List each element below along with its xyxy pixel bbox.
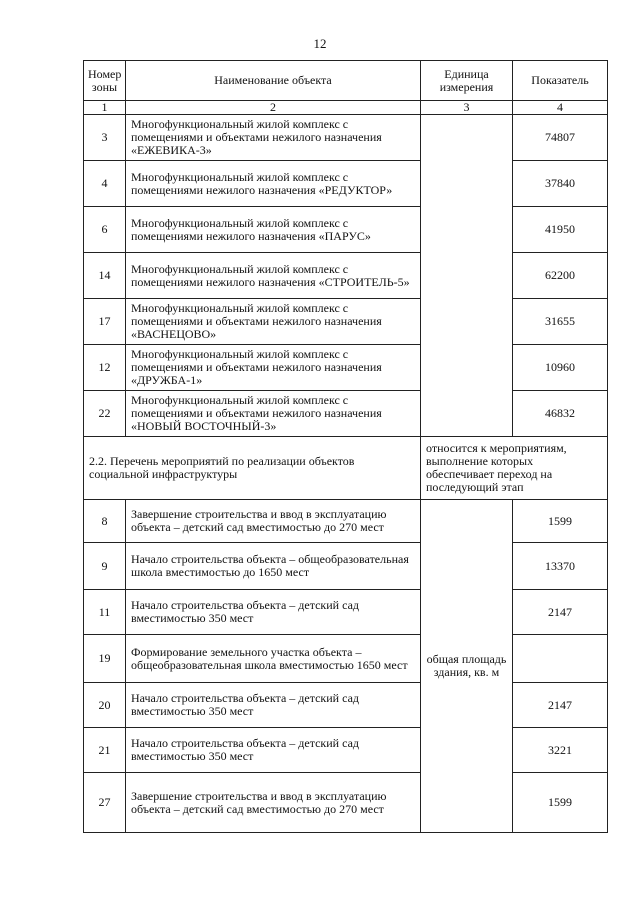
column-number-row: [84, 101, 608, 115]
object-name-cell: Завершение строительства и ввод в эксплуатацию объекта – детский сад вместимостью до 270 мест: [126, 773, 421, 833]
section-title: 2.2. Перечень мероприятий по реализации объектов социальной инфраструктуры: [84, 437, 421, 500]
zone-cell: 3: [84, 115, 126, 161]
zone-cell: 14: [84, 253, 126, 299]
zone-cell: 8: [84, 500, 126, 543]
value-cell: 2147: [513, 683, 608, 728]
section-heading-row: [84, 437, 608, 500]
value-cell: 1599: [513, 500, 608, 543]
zone-cell: 12: [84, 345, 126, 391]
value-cell: 41950: [513, 207, 608, 253]
zone-cell: 6: [84, 207, 126, 253]
object-name-cell: Многофункциональный жилой комплекс с помещениями нежилого назначения «СТРОИТЕЛЬ-5»: [126, 253, 421, 299]
value-cell: [513, 635, 608, 683]
zone-cell: 20: [84, 683, 126, 728]
table-row: [84, 207, 608, 253]
col-number-2: 2: [126, 101, 421, 115]
zone-cell: 9: [84, 543, 126, 590]
zone-cell: 22: [84, 391, 126, 437]
table-row: [84, 253, 608, 299]
object-name-cell: Многофункциональный жилой комплекс с помещениями нежилого назначения «РЕДУКТОР»: [126, 161, 421, 207]
table-row: [84, 391, 608, 437]
object-name-cell: Завершение строительства и ввод в эксплуатацию объекта – детский сад вместимостью до 270 мест: [126, 500, 421, 543]
zone-cell: 27: [84, 773, 126, 833]
header-zone: Номер зоны: [84, 61, 126, 101]
value-cell: 2147: [513, 590, 608, 635]
header-unit: Единица измерения: [421, 61, 513, 101]
unit-cell-empty: [421, 115, 513, 437]
section-note: относится к мероприятиям, выполнение которых обеспечивает переход на последующий этап: [421, 437, 608, 500]
value-cell: 62200: [513, 253, 608, 299]
object-name-cell: Начало строительства объекта – детский сад вместимостью 350 мест: [126, 683, 421, 728]
col-number-1: 1: [84, 101, 126, 115]
object-name-cell: Многофункциональный жилой комплекс с помещениями и объектами нежилого назначения «ВАСНЕЦОВО»: [126, 299, 421, 345]
table-row: [84, 728, 608, 773]
table-row: [84, 543, 608, 590]
object-name-cell: Многофункциональный жилой комплекс с помещениями и объектами нежилого назначения «НОВЫЙ ВОСТОЧНЫЙ-3»: [126, 391, 421, 437]
col-number-4: 4: [513, 101, 608, 115]
value-cell: 3221: [513, 728, 608, 773]
object-name-cell: Начало строительства объекта – общеобразовательная школа вместимостью до 1650 мест: [126, 543, 421, 590]
table-row: [84, 635, 608, 683]
header-value: Показатель: [513, 61, 608, 101]
object-name-cell: Многофункциональный жилой комплекс с помещениями нежилого назначения «ПАРУС»: [126, 207, 421, 253]
zones-table: [83, 60, 608, 833]
object-name-cell: Начало строительства объекта – детский сад вместимостью 350 мест: [126, 728, 421, 773]
zone-cell: 17: [84, 299, 126, 345]
table-row: [84, 683, 608, 728]
col-number-3: 3: [421, 101, 513, 115]
table-row: [84, 345, 608, 391]
table-row: [84, 500, 608, 543]
zone-cell: 21: [84, 728, 126, 773]
header-name: Наименование объекта: [126, 61, 421, 101]
object-name-cell: Многофункциональный жилой комплекс с помещениями и объектами нежилого назначения «ДРУЖБА-1»: [126, 345, 421, 391]
value-cell: 31655: [513, 299, 608, 345]
table-row: [84, 773, 608, 833]
object-name-cell: Формирование земельного участка объекта – общеобразовательная школа вместимостью 1650 мест: [126, 635, 421, 683]
unit-cell: общая площадь здания, кв. м: [421, 500, 513, 833]
zone-cell: 19: [84, 635, 126, 683]
zone-cell: 4: [84, 161, 126, 207]
table-row: [84, 299, 608, 345]
value-cell: 46832: [513, 391, 608, 437]
value-cell: 10960: [513, 345, 608, 391]
zone-cell: 11: [84, 590, 126, 635]
table-row: [84, 590, 608, 635]
value-cell: 37840: [513, 161, 608, 207]
object-name-cell: Многофункциональный жилой комплекс с помещениями и объектами нежилого назначения «ЕЖЕВИКА-3»: [126, 115, 421, 161]
value-cell: 13370: [513, 543, 608, 590]
value-cell: 74807: [513, 115, 608, 161]
table-row: [84, 115, 608, 161]
header-row: [84, 61, 608, 101]
value-cell: 1599: [513, 773, 608, 833]
page-number: 12: [313, 36, 327, 51]
table-row: [84, 161, 608, 207]
object-name-cell: Начало строительства объекта – детский сад вместимостью 350 мест: [126, 590, 421, 635]
